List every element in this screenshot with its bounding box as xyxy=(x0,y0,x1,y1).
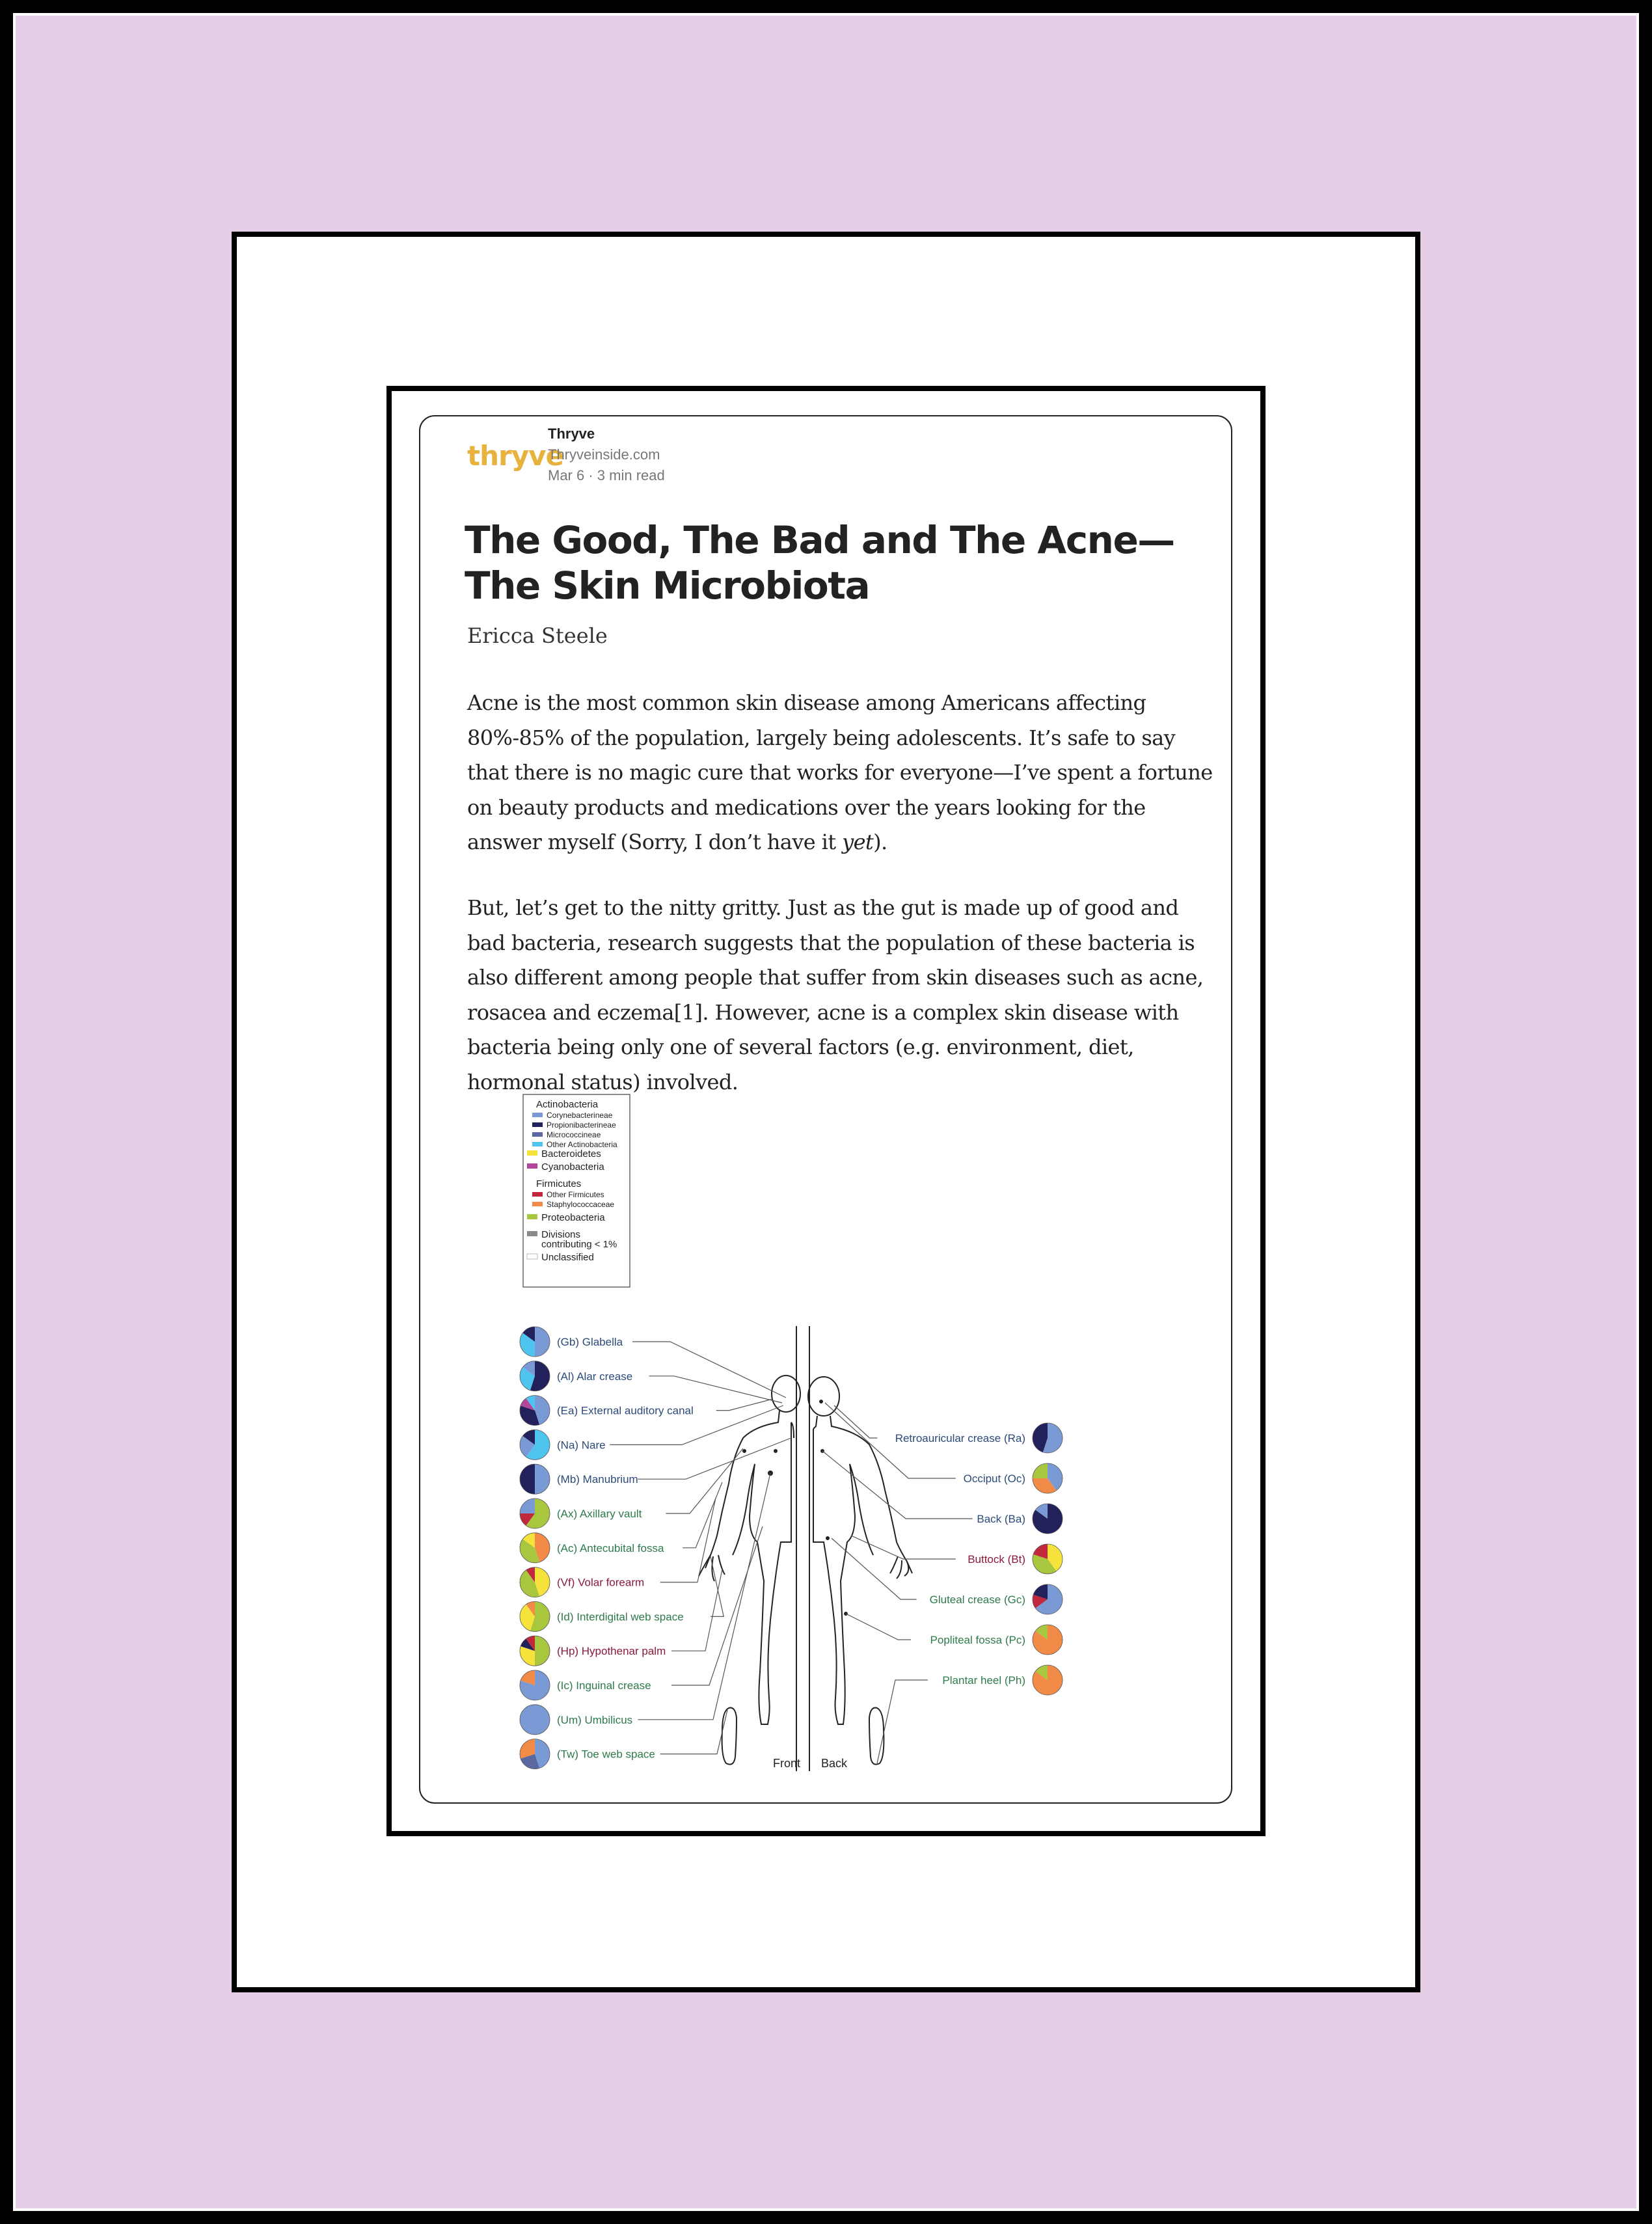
legend-label: Actinobacteria xyxy=(536,1099,599,1110)
pie-chart xyxy=(1033,1625,1063,1655)
site-label: (Vf) Volar forearm xyxy=(557,1576,645,1589)
site-label: (Gb) Glabella xyxy=(557,1336,623,1348)
thryve-logo[interactable]: thryve xyxy=(467,440,563,472)
site-label: Popliteal fossa (Pc) xyxy=(930,1634,1025,1646)
legend-label: Other Actinobacteria xyxy=(547,1140,617,1149)
site-label: (Ic) Inguinal crease xyxy=(557,1679,651,1692)
skin-microbiota-figure xyxy=(508,1087,1080,1783)
post-date: Mar 6 · 3 min read xyxy=(548,467,665,483)
left-site-list xyxy=(520,1327,694,1769)
legend-swatch xyxy=(532,1202,543,1206)
legend-label: Bacteroidetes xyxy=(541,1148,601,1159)
site-label: Buttock (Bt) xyxy=(968,1553,1025,1566)
legend-swatch xyxy=(527,1150,537,1156)
site-label: Plantar heel (Ph) xyxy=(942,1674,1025,1687)
pie-chart xyxy=(520,1670,550,1700)
publisher-name[interactable]: Thryve xyxy=(548,426,595,442)
article-title: The Good, The Bad and The Acne—The Skin Microbiota xyxy=(465,518,1174,608)
site-label: (Ac) Antecubital fossa xyxy=(557,1541,664,1554)
legend-swatch xyxy=(527,1163,537,1169)
pie-chart-slice xyxy=(535,1327,550,1357)
pie-chart xyxy=(520,1464,550,1494)
leader-line xyxy=(660,1710,727,1754)
legend-swatch xyxy=(527,1254,537,1259)
leader-line xyxy=(716,1399,773,1411)
leader-line xyxy=(666,1448,743,1513)
pie-chart xyxy=(520,1533,550,1563)
leader-line xyxy=(632,1342,786,1398)
legend-label: Staphylococcaceae xyxy=(547,1200,615,1209)
legend-swatch xyxy=(532,1192,543,1197)
leader-line xyxy=(660,1498,716,1582)
pie-chart xyxy=(1033,1544,1063,1574)
legend-label: Cyanobacteria xyxy=(541,1161,604,1173)
pie-chart xyxy=(520,1361,550,1391)
pie-chart xyxy=(520,1498,550,1528)
legend-label: Corynebacterineae xyxy=(547,1111,613,1120)
pie-chart xyxy=(520,1396,550,1426)
leader-line xyxy=(834,1405,877,1438)
site-label: (Tw) Toe web space xyxy=(557,1748,655,1761)
pie-chart xyxy=(520,1705,550,1735)
back-label: Back xyxy=(821,1757,848,1770)
legend-label: Proteobacteria xyxy=(541,1212,605,1223)
leader-line xyxy=(877,1680,928,1763)
pie-chart xyxy=(520,1739,550,1769)
legend-label: Other Firmicutes xyxy=(547,1190,604,1199)
legend-swatch xyxy=(532,1132,543,1137)
front-label: Front xyxy=(773,1757,801,1770)
legend-swatch xyxy=(527,1231,537,1236)
legend-swatch xyxy=(527,1214,537,1219)
paragraph-2: But, let’s get to the nitty gritty. Just as the gut is made up of good and bad bacteria, research suggests that the population of these bacteria is also different among people that suffer from skin diseases such as acne, rosacea and eczema[1]. However, acne is a complex skin disease with bacteria being only one of several factors (e.g. environment, diet, hormonal status) involved. xyxy=(467,895,1204,1094)
article-author[interactable]: Ericca Steele xyxy=(467,623,608,648)
legend-label: Propionibacterineae xyxy=(547,1120,616,1130)
site-label: Retroauricular crease (Ra) xyxy=(895,1432,1025,1444)
site-label: (Na) Nare xyxy=(557,1439,606,1452)
pie-chart-slice xyxy=(520,1464,535,1494)
site-label: Back (Ba) xyxy=(977,1513,1025,1525)
site-label: (Mb) Manubrium xyxy=(557,1473,638,1486)
legend-swatch xyxy=(532,1113,543,1117)
legend-swatch xyxy=(532,1142,543,1146)
site-label: (Um) Umbilicus xyxy=(557,1713,633,1726)
site-label: (Ax) Axillary vault xyxy=(557,1508,642,1520)
legend-label: Divisions contributing < 1% xyxy=(541,1229,617,1250)
pie-chart xyxy=(1033,1665,1063,1695)
pie-chart xyxy=(1033,1463,1063,1493)
pie-chart-slice xyxy=(535,1636,550,1666)
pie-chart xyxy=(1033,1504,1063,1534)
leader-line xyxy=(649,1376,782,1403)
leader-line xyxy=(846,1614,911,1640)
pie-chart xyxy=(520,1430,550,1459)
pie-chart xyxy=(520,1601,550,1631)
site-label: (Ea) External auditory canal xyxy=(557,1404,694,1417)
pie-chart xyxy=(520,1636,550,1666)
pie-chart xyxy=(520,1327,550,1357)
site-label: Gluteal crease (Gc) xyxy=(929,1593,1025,1606)
site-label: (Id) Interdigital web space xyxy=(557,1610,684,1623)
site-label: (Hp) Hypothenar palm xyxy=(557,1645,666,1658)
site-label: Occiput (Oc) xyxy=(963,1472,1025,1485)
legend-label: Micrococcineae xyxy=(547,1130,601,1139)
pie-chart-slice xyxy=(535,1464,550,1494)
leader-line xyxy=(832,1538,917,1599)
publisher-site[interactable]: Thryveinside.com xyxy=(548,446,660,463)
leader-line xyxy=(711,1556,724,1616)
legend-swatch xyxy=(532,1122,543,1127)
leader-line xyxy=(822,1451,973,1519)
legend-label: Unclassified xyxy=(541,1252,594,1263)
site-label: (Al) Alar crease xyxy=(557,1370,633,1383)
leader-line xyxy=(671,1526,763,1685)
pie-chart xyxy=(1033,1423,1063,1453)
pie-chart xyxy=(520,1567,550,1597)
paragraph-1: Acne is the most common skin disease among Americans affecting 80%-85% of the population, largely being adolescents. It’s safe to say that there is no magic cure that works for everyone—I’ve spent a fortune on beauty products and medications over the years looking for the answer myself (Sorry, I don’t have it yet). xyxy=(467,690,1213,854)
pie-chart xyxy=(1033,1584,1063,1614)
legend-label: Firmicutes xyxy=(536,1178,582,1189)
